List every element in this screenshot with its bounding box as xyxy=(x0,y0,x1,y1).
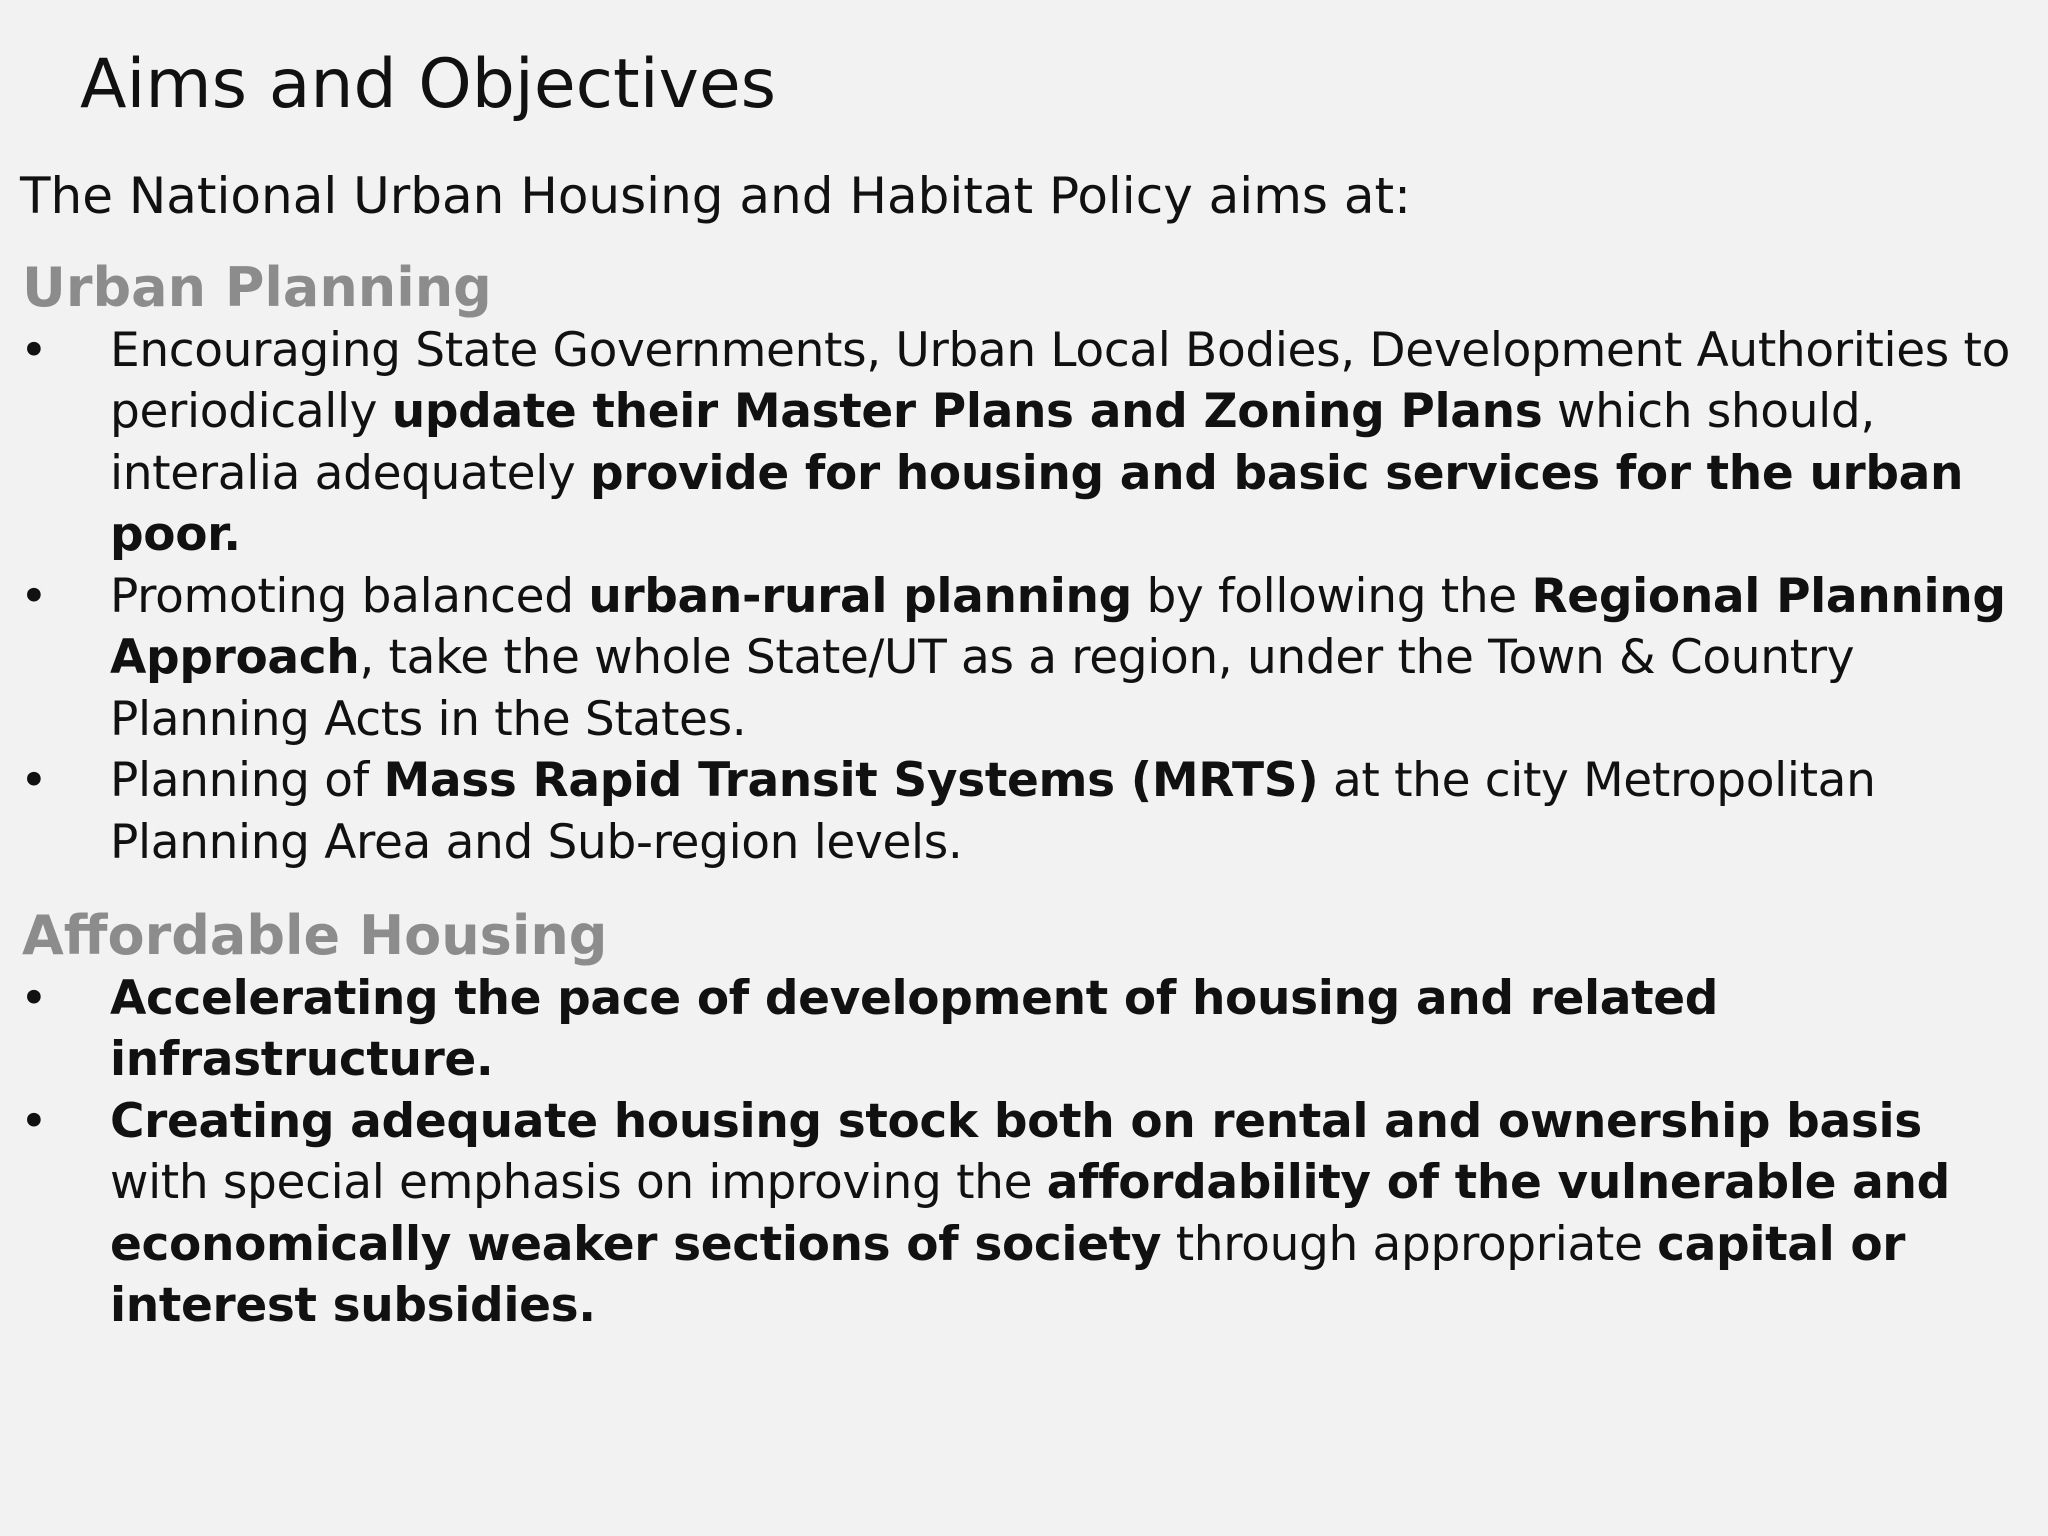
affordable-housing-heading: Affordable Housing xyxy=(22,904,608,967)
item-text-regular: Promoting balanced xyxy=(110,568,589,624)
affordable-housing-item-housing-stock xyxy=(0,1091,2048,1337)
item-text-regular: which should, interalia adequately xyxy=(110,384,1875,501)
item-text-emphasis: Regional Planning Approach xyxy=(110,568,2006,686)
urban-planning-item-mrts xyxy=(0,750,2048,873)
urban-planning-item-master-plans xyxy=(0,320,2048,566)
item-text-regular: , take the whole State/UT as a region, under the Town & Country Planning Acts in the States. xyxy=(110,630,1855,747)
item-text-emphasis: Mass Rapid Transit Systems (MRTS) xyxy=(383,753,1319,809)
item-text-regular: by following the xyxy=(1131,568,1532,624)
bullet-point: • xyxy=(20,322,48,378)
bullet-point: • xyxy=(20,1093,48,1149)
item-text-emphasis: urban-rural planning xyxy=(588,568,1132,624)
bullet-text xyxy=(110,750,2030,873)
affordable-housing-section xyxy=(0,904,2048,1337)
bullet-point: • xyxy=(20,970,48,1026)
item-text-regular: Planning of xyxy=(110,753,384,809)
urban-planning-list xyxy=(0,320,2048,874)
item-text-emphasis: Creating adequate housing stock both on rental and ownership basis xyxy=(110,1093,1922,1149)
bullet-text xyxy=(110,320,2030,566)
item-text-emphasis: capital or interest subsidies. xyxy=(110,1216,1906,1334)
bullet-point: • xyxy=(20,753,48,809)
bullet-text: Accelerating the pace of development of housing and related infrastructure. xyxy=(110,970,1719,1088)
bullet-point: • xyxy=(20,568,48,624)
affordable-housing-list xyxy=(0,968,2048,1337)
urban-planning-item-regional-planning xyxy=(0,566,2048,751)
intro-text: The National Urban Housing and Habitat Policy aims at: xyxy=(20,167,1411,225)
bullet-text xyxy=(110,1091,2030,1337)
item-text-emphasis: update their Master Plans and Zoning Plans xyxy=(391,384,1543,440)
item-text-emphasis: affordability of the vulnerable and economically weaker sections of society xyxy=(110,1155,1950,1272)
item-text-emphasis: provide for housing and basic services for the urban poor. xyxy=(110,445,1964,563)
slide-title: Aims and Objectives xyxy=(80,45,777,124)
item-text-regular: with special emphasis on improving the xyxy=(110,1155,1047,1211)
item-text-regular: through appropriate xyxy=(1161,1216,1658,1272)
urban-planning-heading: Urban Planning xyxy=(22,256,492,319)
affordable-housing-item-development-pace xyxy=(0,968,2048,1091)
urban-planning-section xyxy=(0,256,2048,873)
bullet-text xyxy=(110,566,2030,751)
item-text-regular: Encouraging State Governments, Urban Local Bodies, Development Authorities to periodically xyxy=(110,322,2010,440)
item-text-regular: at the city Metropolitan Planning Area and Sub-region levels. xyxy=(110,753,1876,870)
